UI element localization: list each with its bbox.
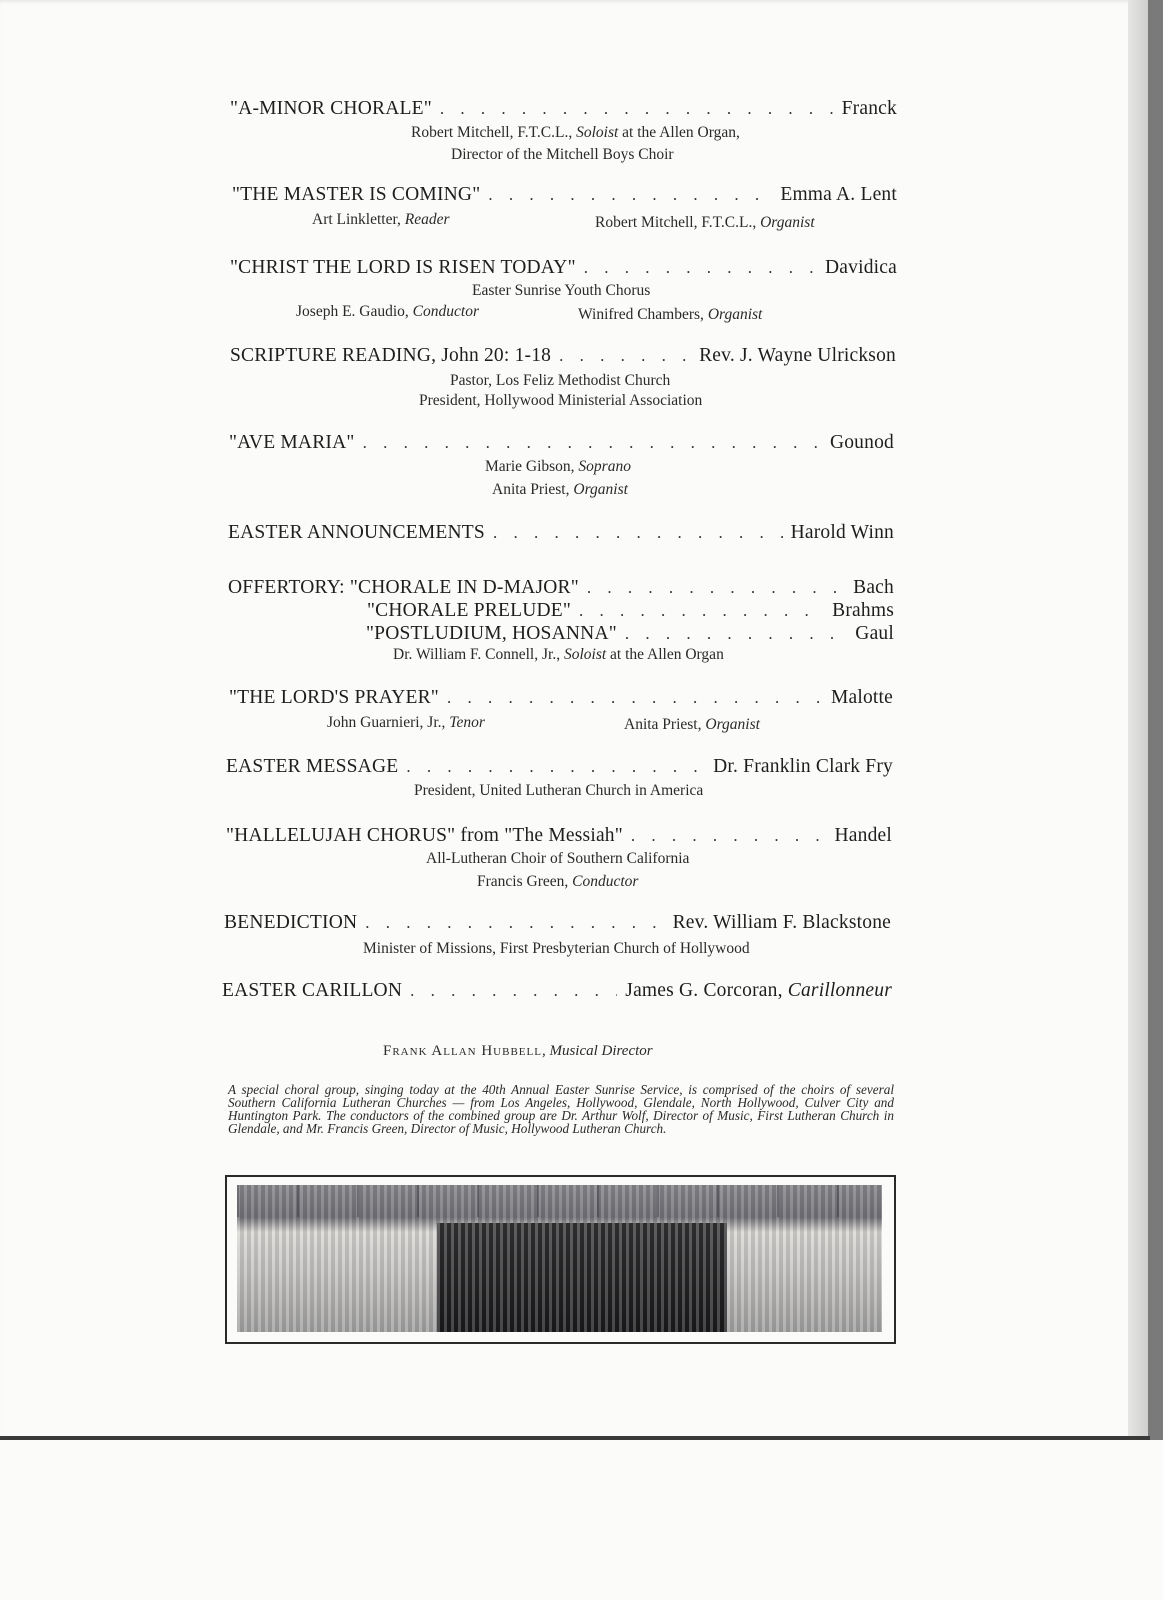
leader-dots: [493, 523, 783, 543]
choral-group-note: A special choral group, singing today at the 40th Annual Easter Sunrise Service, is comprised of the choirs of several Southern California Lutheran Churches — from Los Angeles, Hollywood, Glendale, North Hollywood, Culver City and Huntington Park. The conductors of the combined group are Dr. Arthur Wolf, Director of Music, First Lutheran Church in Glendale, and Mr. Francis Green, Director of Music, Hollywood Lutheran Church.: [228, 1082, 894, 1136]
leader-dots: [363, 433, 822, 453]
program-item: [230, 345, 896, 367]
program-item: [367, 600, 894, 622]
program-item-performer: Rev. William F. Blackstone: [672, 912, 891, 933]
program-item-detail: Dr. William F. Connell, Jr., Soloist at the Allen Organ: [393, 646, 724, 663]
program-item-detail: Anita Priest, Organist: [492, 481, 628, 498]
program-item-detail-right: Anita Priest, Organist: [624, 716, 760, 733]
leader-dots: [406, 757, 705, 777]
program-item-title: "CHORALE PRELUDE": [367, 600, 572, 621]
leader-dots: [559, 346, 691, 366]
choir-photo-frame: [225, 1175, 896, 1344]
musical-director-role: Musical Director: [549, 1043, 653, 1059]
program-item-performer: Handel: [834, 825, 892, 846]
leader-dots: [579, 601, 824, 621]
program-item-performer: Malotte: [830, 687, 893, 708]
program-item: [366, 623, 894, 645]
program-item-detail: Pastor, Los Feliz Methodist Church: [450, 372, 671, 389]
leader-dots: [587, 578, 845, 598]
leader-dots: [447, 688, 823, 708]
program-item-performer: James G. Corcoran, Carillonneur: [625, 980, 892, 1001]
program-item-title: "CHRIST THE LORD IS RISEN TODAY": [230, 257, 576, 278]
photo-men-section: [437, 1223, 727, 1332]
program-item: [230, 98, 897, 120]
musical-director-credit: Frank Allan Hubbell, Musical Director: [383, 1043, 653, 1059]
program-item-title: OFFERTORY: "CHORALE IN D-MAJOR": [228, 577, 579, 598]
leader-dots: [631, 826, 827, 846]
leader-dots: [488, 185, 772, 205]
program-item-title: SCRIPTURE READING, John 20: 1-18: [230, 345, 552, 366]
choir-photo: [237, 1185, 882, 1332]
program-item-detail-left: John Guarnieri, Jr., Tenor: [327, 714, 485, 731]
photo-rafters: [237, 1185, 882, 1217]
program-item-title: "THE MASTER IS COMING": [232, 184, 481, 205]
program-item: [229, 687, 893, 709]
program-item-performer: Gounod: [829, 432, 894, 453]
program-item: [226, 756, 893, 778]
program-item-detail-left: Art Linkletter, Reader: [312, 211, 450, 228]
program-item-performer: Harold Winn: [790, 522, 894, 543]
program-item: [222, 980, 892, 1002]
program-item-detail: Francis Green, Conductor: [477, 873, 639, 890]
program-item-performer: Emma A. Lent: [780, 184, 897, 205]
program-item: [232, 184, 897, 206]
program-item-title: BENEDICTION: [224, 912, 358, 933]
leader-dots: [625, 624, 847, 644]
program-item-title: "THE LORD'S PRAYER": [229, 687, 439, 708]
program-item-detail-left: Joseph E. Gaudio, Conductor: [296, 303, 479, 320]
program-item-title: "POSTLUDIUM, HOSANNA": [366, 623, 617, 644]
program-item-detail-right: Winifred Chambers, Organist: [578, 306, 763, 323]
program-item-title: EASTER CARILLON: [222, 980, 403, 1001]
program-item-detail: Marie Gibson, Soprano: [485, 458, 631, 475]
musical-director-name: Frank Allan Hubbell: [383, 1043, 542, 1059]
page-edge: [1128, 0, 1148, 1440]
lower-page: [0, 1440, 1163, 1600]
program-item-detail: President, Hollywood Ministerial Association: [419, 392, 703, 409]
program-item: [229, 432, 894, 454]
program-item-performer: Dr. Franklin Clark Fry: [713, 756, 893, 777]
program-item: [224, 912, 891, 934]
program-item-detail: Director of the Mitchell Boys Choir: [451, 146, 674, 163]
program-item-title: EASTER MESSAGE: [226, 756, 399, 777]
program-item-title: "HALLELUJAH CHORUS" from "The Messiah": [226, 825, 623, 846]
program-item-detail: Robert Mitchell, F.T.C.L., Soloist at the Allen Organ,: [411, 124, 740, 141]
program-item-performer: Franck: [841, 98, 897, 119]
program-item-detail-right: Robert Mitchell, F.T.C.L., Organist: [595, 214, 815, 231]
program-item-performer: Davidica: [825, 257, 897, 278]
program-item: [228, 522, 894, 544]
program-item: [228, 577, 894, 599]
program-item-performer: Rev. J. Wayne Ulrickson: [699, 345, 896, 366]
program-item-performer: Bach: [853, 577, 894, 598]
program-item: [226, 825, 892, 847]
program-item-detail: Minister of Missions, First Presbyterian Church of Hollywood: [363, 940, 750, 957]
photo-caption: [237, 1331, 238, 1332]
program-item-detail: All-Lutheran Choir of Southern California: [426, 850, 690, 867]
program-item-detail: Easter Sunrise Youth Chorus: [472, 282, 651, 299]
program-item-performer: Gaul: [855, 623, 894, 644]
program-item-title: "A-MINOR CHORALE": [230, 98, 432, 119]
leader-dots: [440, 99, 834, 119]
program-item-performer: Brahms: [832, 600, 894, 621]
program-item-title: EASTER ANNOUNCEMENTS: [228, 522, 485, 543]
program-item: [230, 257, 897, 279]
program-item-title: "AVE MARIA": [229, 432, 355, 453]
leader-dots: [584, 258, 817, 278]
leader-dots: [410, 981, 617, 1001]
leader-dots: [365, 913, 664, 933]
program-item-detail: President, United Lutheran Church in America: [414, 782, 704, 799]
background-strip: [1148, 0, 1163, 1440]
